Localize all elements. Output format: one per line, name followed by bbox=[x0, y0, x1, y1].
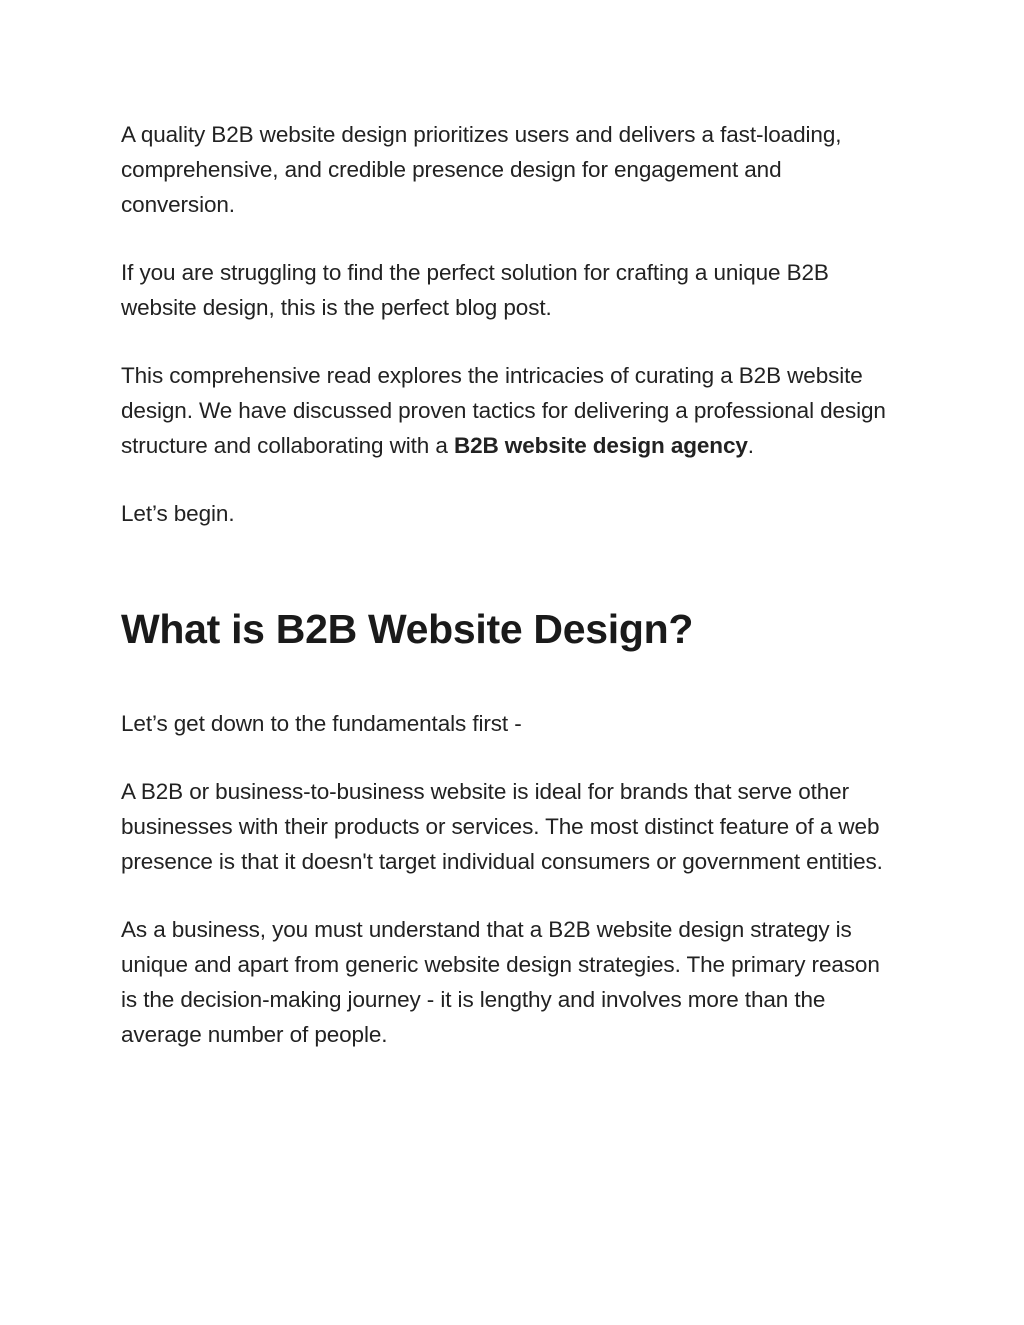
document-body bbox=[121, 117, 891, 1052]
intro-paragraph-2: If you are struggling to find the perfect solution for crafting a unique B2B website design, this is the perfect blog post. bbox=[121, 260, 829, 320]
intro-paragraph-3 bbox=[121, 358, 891, 463]
section-paragraph-1: Let’s get down to the fundamentals first - bbox=[121, 711, 522, 736]
intro-paragraph-3-text: This comprehensive read explores the intricacies of curating a B2B website design. We have discussed proven tactics for delivering a professional design structure and collaborating with a bbox=[121, 363, 886, 458]
intro-paragraph-1: A quality B2B website design prioritizes users and delivers a fast-loading, comprehensive, and credible presence design for engagement and conversion. bbox=[121, 122, 842, 217]
section-heading: What is B2B Website Design? bbox=[121, 606, 694, 652]
section-paragraph-3: As a business, you must understand that a B2B website design strategy is unique and apart from generic website design strategies. The primary reason is the decision-making journey - it is lengthy and involves more than the average number of people. bbox=[121, 917, 880, 1047]
intro-paragraph-3-end: . bbox=[747, 433, 754, 458]
intro-paragraph-4: Let’s begin. bbox=[121, 501, 235, 526]
agency-link-text: B2B website design agency bbox=[453, 433, 748, 458]
section-paragraph-2: A B2B or business-to-business website is ideal for brands that serve other businesses with their products or services. The most distinct feature of a web presence is that it doesn't target individual consumers or government entities. bbox=[121, 779, 883, 874]
